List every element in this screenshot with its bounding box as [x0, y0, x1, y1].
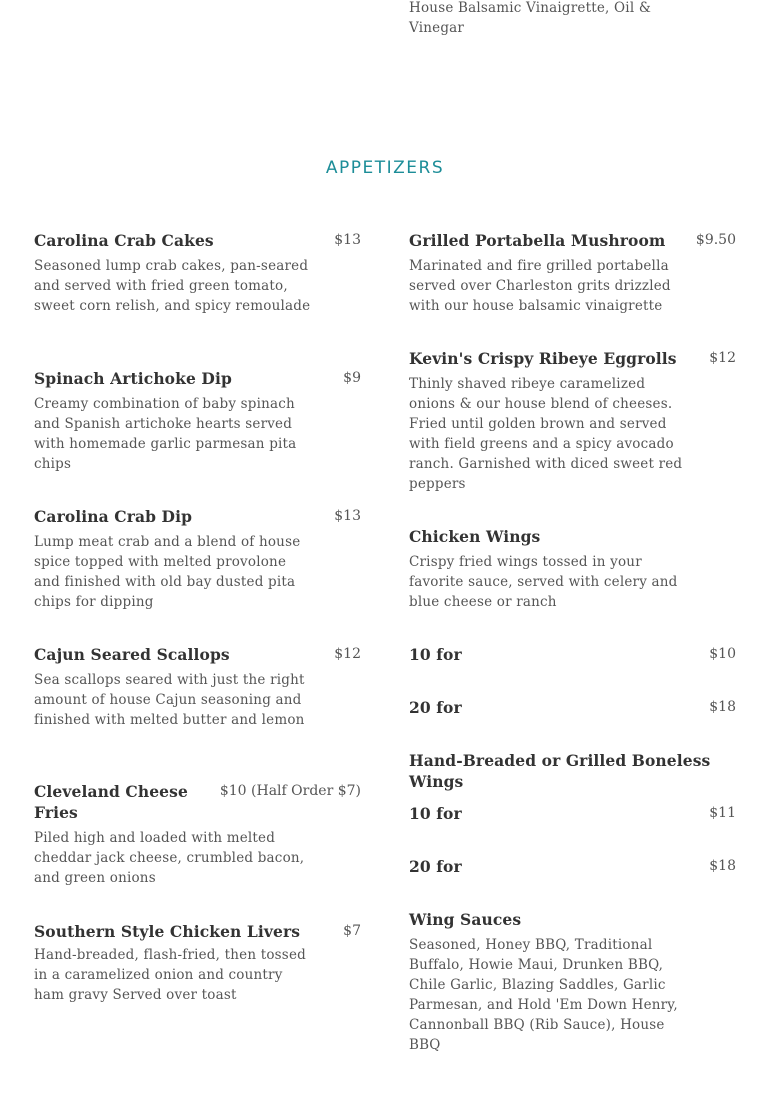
- menu-item-boneless-wings: [409, 750, 736, 792]
- item-price: $18: [709, 699, 736, 715]
- item-description: Crispy fried wings tossed in your favorite sauce, served with celery and blue cheese or ranch: [409, 554, 678, 610]
- item-description: Hand-breaded, flash-fried, then tossed in a caramelized onion and country ham gravy Served over toast: [34, 947, 306, 1003]
- item-name: Spinach Artichoke Dip: [34, 369, 232, 388]
- item-name: 10 for: [409, 804, 462, 823]
- item-description: Seasoned lump crab cakes, pan-seared and served with fried green tomato, sweet corn relish, and spicy remoulade: [34, 258, 311, 314]
- item-description: Sea scallops seared with just the right amount of house Cajun seasoning and finished with melted butter and lemon: [34, 672, 305, 728]
- menu-option-wings-10: [409, 644, 736, 665]
- menu-item-chicken-wings: [409, 526, 736, 612]
- item-name: Cajun Seared Scallops: [34, 645, 230, 664]
- item-name: Chicken Wings: [409, 527, 541, 546]
- item-name: Carolina Crab Dip: [34, 507, 193, 526]
- item-name: Cleveland Cheese Fries: [34, 782, 188, 822]
- menu-option-wings-20: [409, 697, 736, 718]
- item-price: $10: [709, 646, 736, 662]
- item-description: Lump meat crab and a blend of house spice topped with melted provolone and finished with old bay dusted pita chips for dipping: [34, 534, 301, 610]
- item-name: 10 for: [409, 645, 462, 664]
- menu-item-carolina-crab-cakes: [34, 230, 361, 316]
- item-price: $13: [334, 232, 361, 248]
- item-description: Marinated and fire grilled portabella served over Charleston grits drizzled with our house balsamic vinaigrette: [409, 258, 671, 314]
- item-description: Piled high and loaded with melted cheddar jack cheese, crumbled bacon, and green onions: [34, 830, 305, 886]
- previous-item-description: House Balsamic Vinaigrette, Oil & Vinegar: [409, 0, 652, 36]
- item-description: Creamy combination of baby spinach and Spanish artichoke hearts served with homemade garlic parmesan pita chips: [34, 396, 297, 472]
- menu-item-southern-style-chicken-livers: [34, 921, 361, 1005]
- menu-option-boneless-10: [409, 803, 736, 824]
- item-name: Carolina Crab Cakes: [34, 231, 214, 250]
- item-name: Kevin's Crispy Ribeye Eggrolls: [409, 349, 677, 368]
- item-price: $12: [709, 350, 736, 366]
- item-description: Thinly shaved ribeye caramelized onions & our house blend of cheeses. Fried until golden brown and served with field greens and a spicy avocado ranch. Garnished with diced sweet red peppers: [409, 376, 683, 492]
- menu-item-grilled-portabella-mushroom: [409, 230, 736, 316]
- item-price: $9.50: [695, 232, 736, 248]
- item-description: Seasoned, Honey BBQ, Traditional Buffalo, Howie Maui, Drunken BBQ, Chile Garlic, Blazing Saddles, Garlic Parmesan, and Hold 'Em Down Henry, Cannonball BBQ (Rib Sauce), House BBQ: [409, 937, 678, 1053]
- item-name: Hand-Breaded or Grilled Boneless Wings: [409, 751, 711, 791]
- item-name: 20 for: [409, 698, 462, 717]
- menu-item-kevins-crispy-ribeye-eggrolls: [409, 348, 736, 494]
- menu-option-boneless-20: [409, 856, 736, 877]
- item-price: $13: [334, 508, 361, 524]
- menu-item-cleveland-cheese-fries: [34, 781, 361, 888]
- item-price: $7: [343, 923, 361, 939]
- item-name: Grilled Portabella Mushroom: [409, 231, 666, 250]
- menu-item-spinach-artichoke-dip: [34, 368, 361, 474]
- menu-item-cajun-seared-scallops: [34, 644, 361, 730]
- item-price: $18: [709, 858, 736, 874]
- item-price: $9: [343, 370, 361, 386]
- menu-item-carolina-crab-dip: [34, 506, 361, 612]
- item-price: $12: [334, 646, 361, 662]
- menu-item-wing-sauces: [409, 909, 736, 1055]
- item-name: 20 for: [409, 857, 462, 876]
- item-name: Southern Style Chicken Livers: [34, 922, 301, 941]
- item-price: $10 (Half Order $7): [219, 783, 361, 799]
- section-title: APPETIZERS: [325, 158, 445, 178]
- item-price: $11: [709, 805, 736, 821]
- item-name: Wing Sauces: [409, 910, 522, 929]
